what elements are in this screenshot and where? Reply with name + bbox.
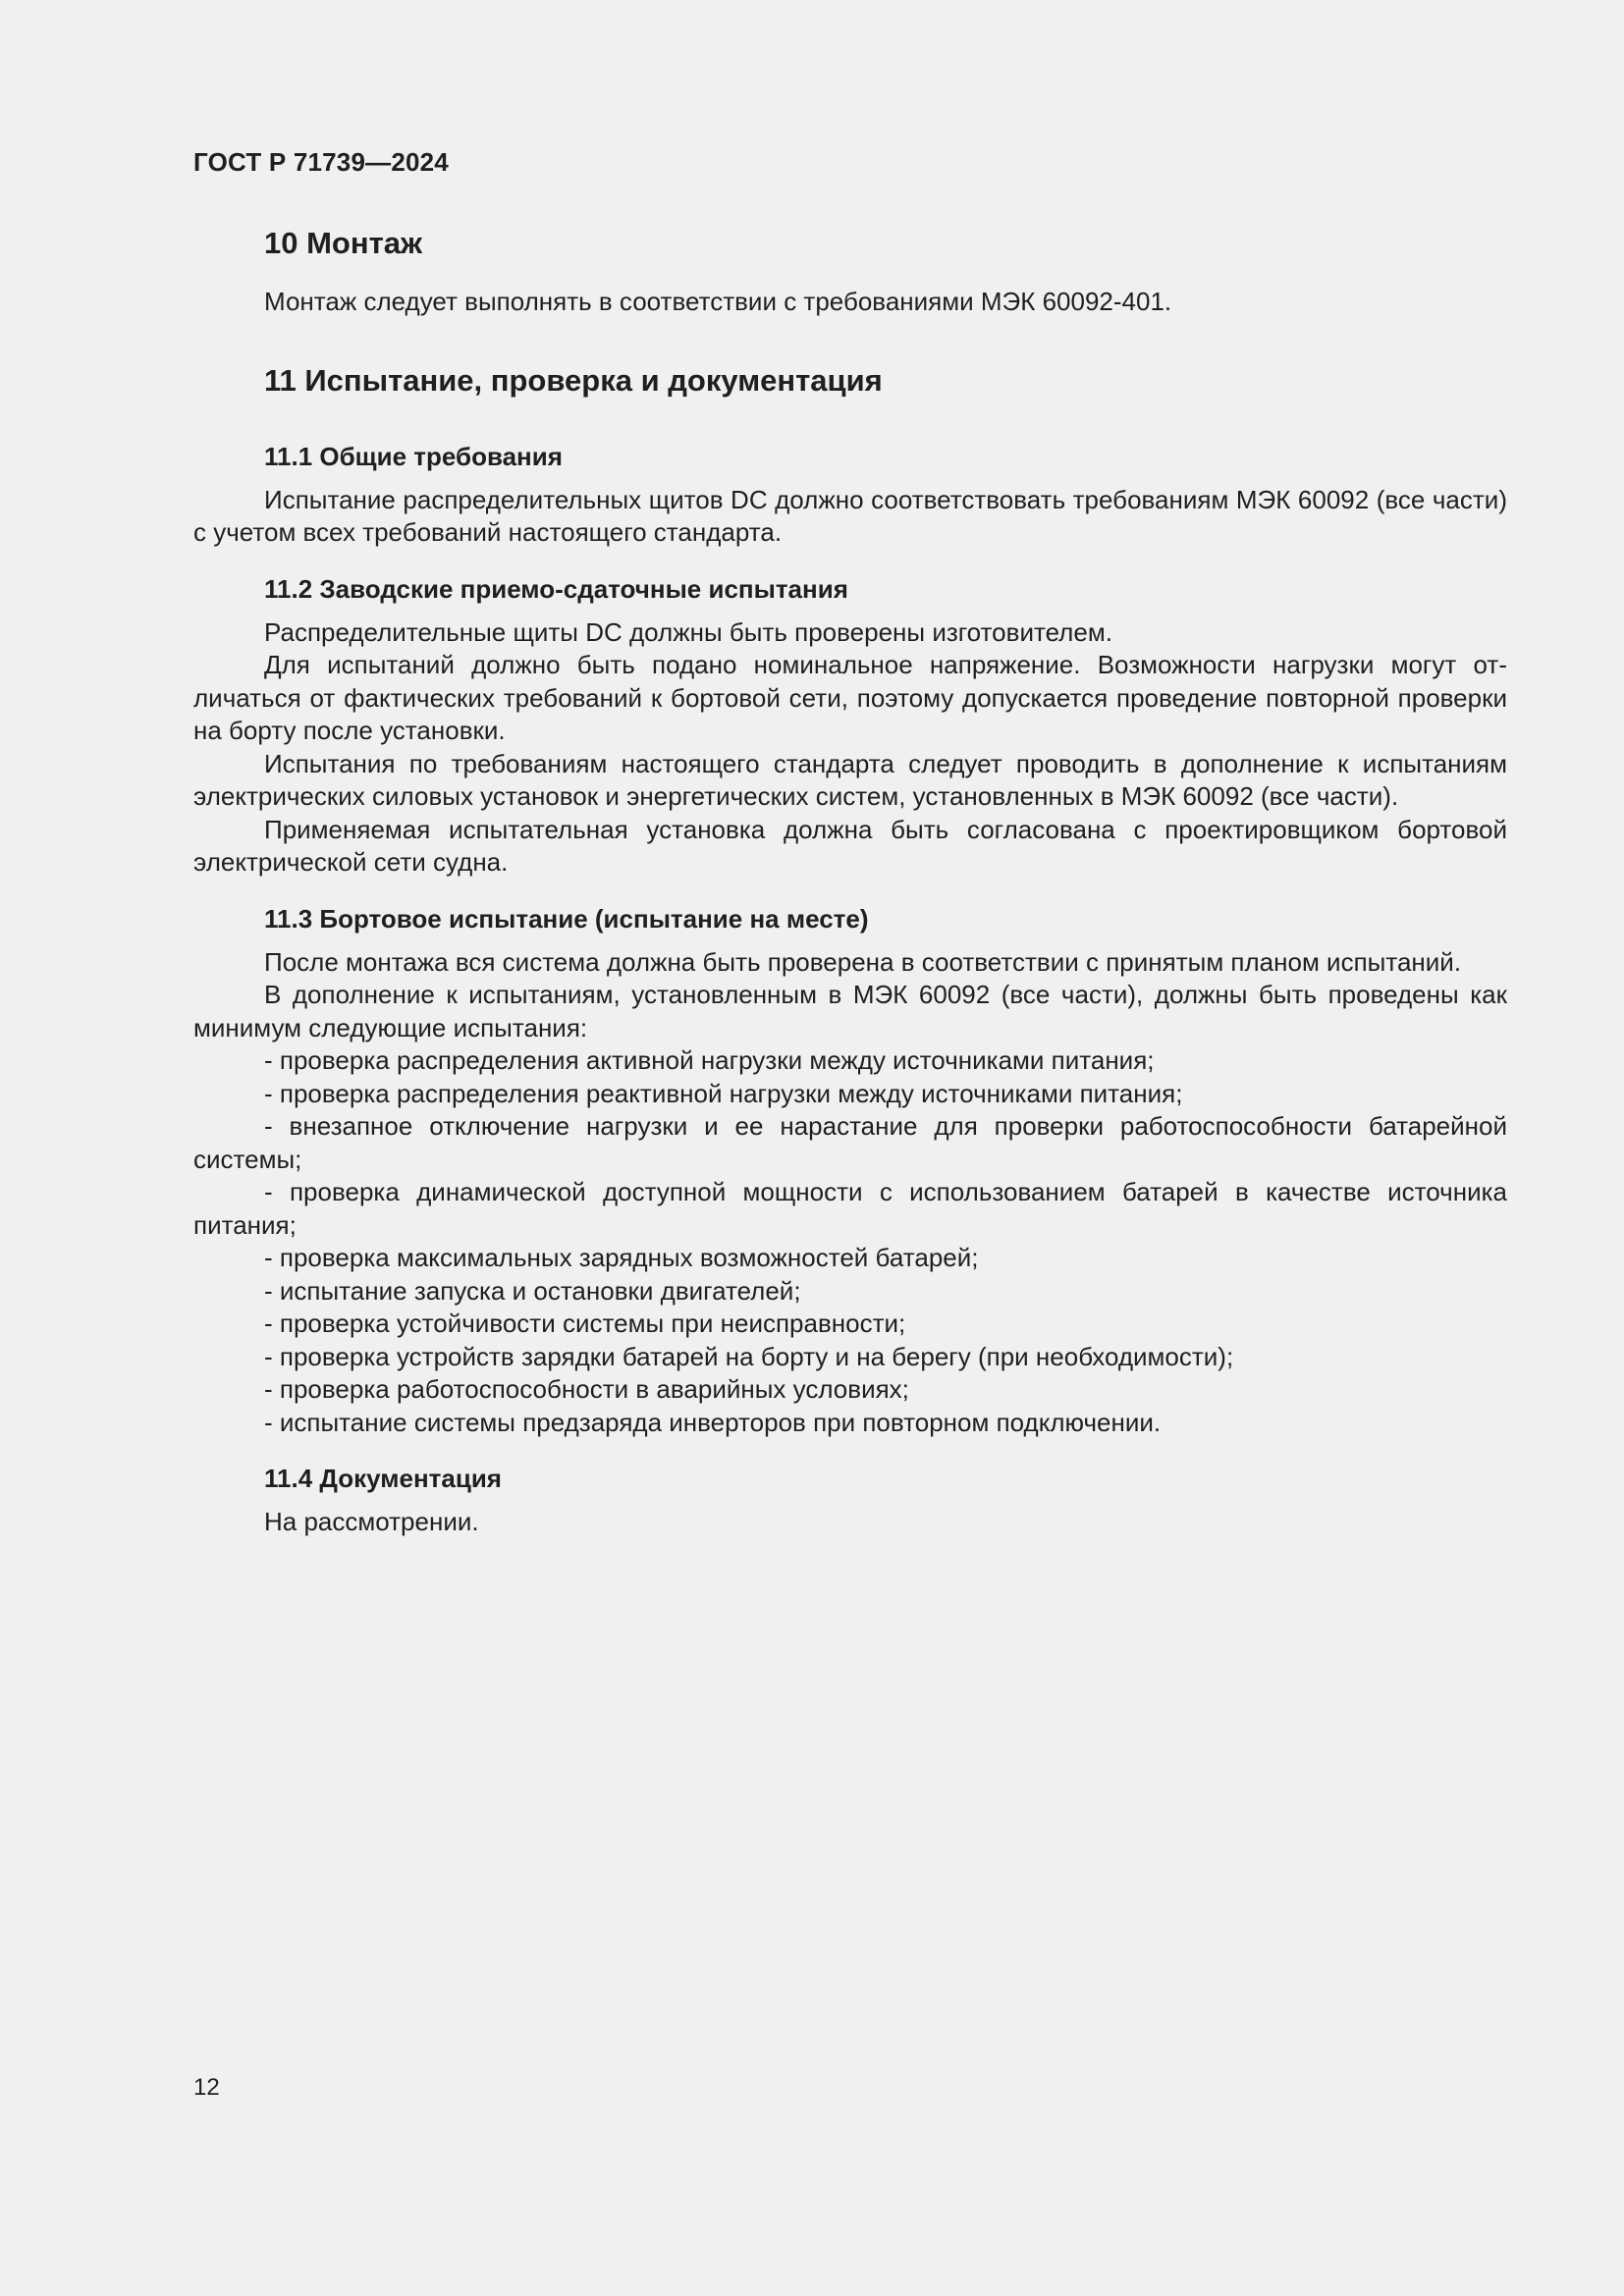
list-item: - проверка динамической доступной мощности с использованием батарей в качестве источника питания;: [193, 1177, 1507, 1240]
list-item: - испытание запуска и остановки двигателей;: [264, 1275, 801, 1306]
section-11-3-title: 11.3 Бортовое испытание (испытание на месте): [264, 903, 869, 934]
section-11-3-paragraph-2: В дополнение к испытаниям, установленным в МЭК 60092 (все части), должны быть проведены как минимум следующие испытания:: [193, 980, 1507, 1042]
section-11-2-title: 11.2 Заводские приемо-сдаточные испытания: [264, 573, 848, 604]
list-item: - проверка распределения реактивной нагрузки между источниками питания;: [264, 1078, 1183, 1108]
list-item: - внезапное отключение нагрузки и ее нарастание для проверки работоспособности батарейной системы;: [193, 1111, 1507, 1174]
section-11-2-paragraph-4: Применяемая испытательная установка должна быть согласована с проектировщиком бортовой электрической сети судна.: [193, 814, 1507, 877]
section-10-title: 10 Монтаж: [264, 226, 422, 260]
list-item: - проверка устойчивости системы при неисправности;: [264, 1308, 906, 1338]
section-11-4-paragraph: На рассмотрении.: [264, 1507, 479, 1536]
document-body: [193, 221, 1507, 1539]
list-item: - проверка распределения активной нагрузки между источниками питания;: [264, 1045, 1155, 1075]
section-11-1-paragraph: Испытание распределительных щитов DC должно соответствовать требованиям МЭК 60092 (все части) с учетом всех требований настоящего стандарта.: [193, 484, 1507, 547]
test-list: [193, 1044, 1507, 1439]
section-11-2-paragraph-2: Для испытаний должно быть подано номинальное напряжение. Возможности нагрузки могут отличаться от фактических требований к бортовой сети, поэтому допускается проведение повторной проверки на борту после установки.: [193, 650, 1507, 745]
section-11-3-paragraph-1: После монтажа вся система должна быть проверена в соответствии с принятым планом испытаний.: [264, 946, 1462, 977]
list-item: - испытание системы предзаряда инверторов при повторном подключении.: [264, 1407, 1162, 1437]
section-10-text: Монтаж следует выполнять в соответствии с требованиями МЭК 60092-401.: [264, 287, 1172, 316]
section-11-2-paragraph-1: Распределительные щиты DC должны быть проверены изготовителем.: [264, 616, 1112, 647]
section-11-title: 11 Испытание, проверка и документация: [264, 362, 883, 398]
section-11-1-title: 11.1 Общие требования: [264, 441, 563, 471]
document-page: [193, 0, 1507, 2296]
list-item: - проверка работоспособности в аварийных условиях;: [264, 1374, 909, 1404]
page-number: 12: [193, 2074, 220, 2101]
section-11-2-paragraph-3: Испытания по требованиям настоящего стандарта следует проводить в дополнение к испытаниям электрических силовых установок и энергетических систем, установленных в МЭК 60092 (все части).: [193, 748, 1507, 811]
list-item: - проверка максимальных зарядных возможностей батарей;: [264, 1243, 979, 1272]
section-11-4-title: 11.4 Документация: [264, 1464, 502, 1493]
document-id-header: ГОСТ Р 71739—2024: [193, 147, 449, 177]
list-item: - проверка устройств зарядки батарей на борту и на берегу (при необходимости);: [264, 1341, 1234, 1371]
